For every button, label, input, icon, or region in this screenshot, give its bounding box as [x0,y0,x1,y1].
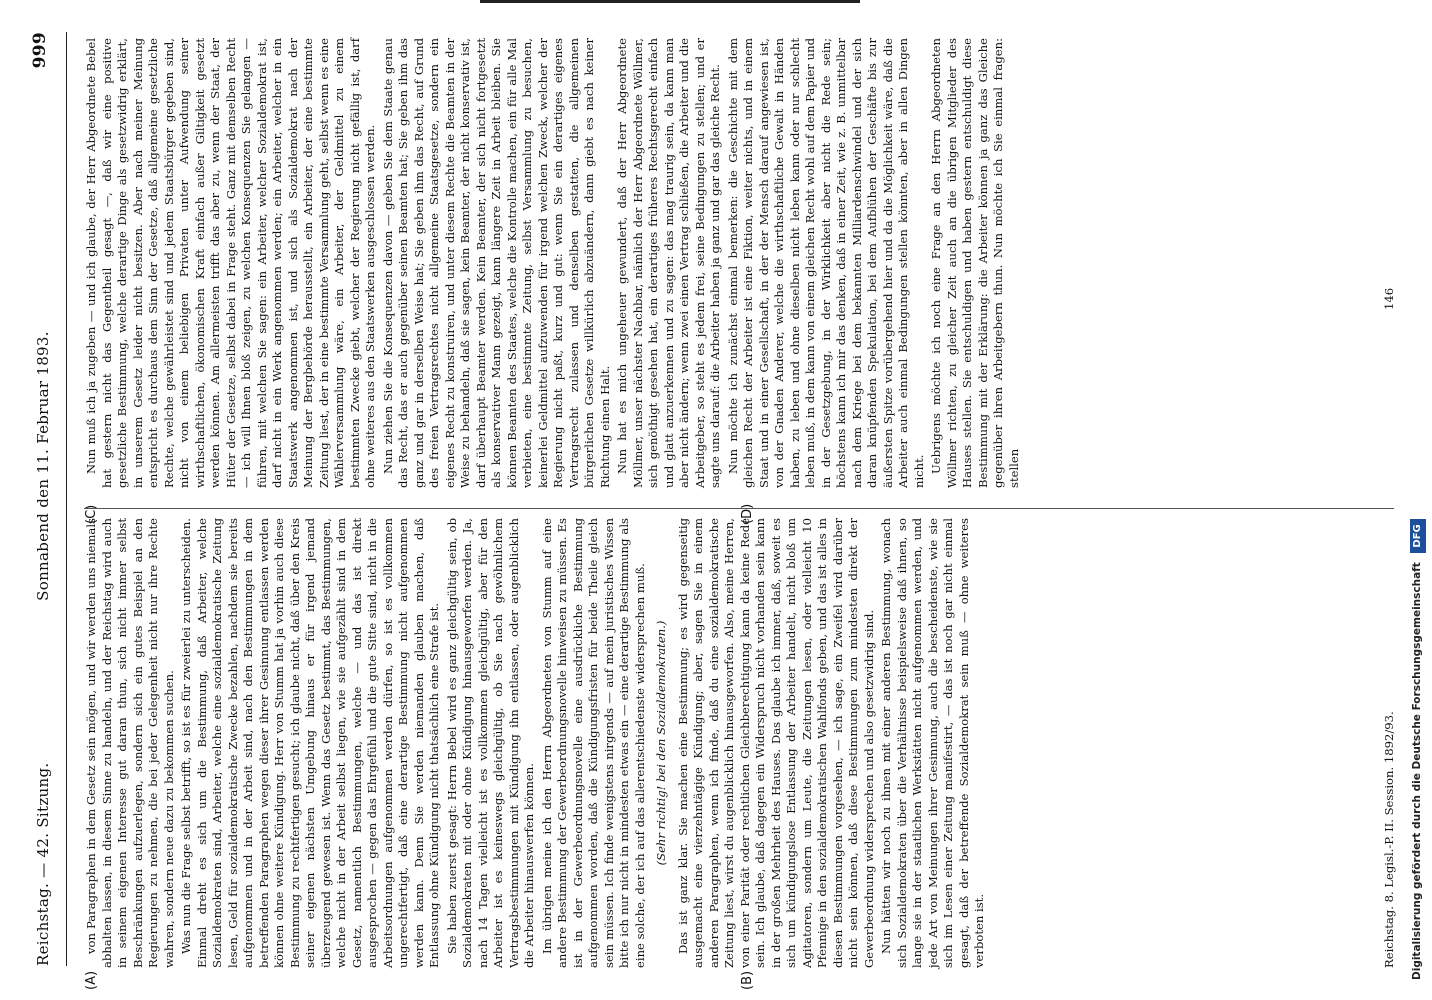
paragraph: Im übrigen meine ich den Herrn Abgeordneten von Stumm auf eine andere Bestimmung der Gewerbeordnungsnovelle hinweisen zu müssen. Es ist in der Gewerbeordnungsnovelle eine ausdrückliche Bestimmung aufgenommen worden, daß die Kündigungsfristen für beide Theile gleich sein müssen. Ich finde wenigstens nirgends — auf mein juristisches Wissen bitte ich nur nicht in mindesten etwas ein — eine derartige Bestimmung als eine solche, der ich auf das allerentschiedenste widersprechen muß. [539,518,647,968]
header-date: Sonnabend den 11. Februar 1893. [34,331,52,601]
paragraph: Uebrigens möchte ich noch eine Frage an den Herrn Abgeordneten Wöllmer richten, zu gleicher Zeit auch an die übrigen Mitglieder des Hauses stellen. Sie entschuldigen und haben gestern entschuldigt diese Bestimmung mit der Erklärung: die Arbeiter können ja ganz das Gleiche gegenüber ihren Arbeitgebern thun. Nun möchte ich Sie einmal fragen: stellen [929,38,1021,488]
dfg-note-text-wrap [1404,30,1430,980]
column-divider [84,508,1394,509]
header-session: Reichstag. — 42. Sitzung. [34,762,52,966]
print-signature: Reichstag. 8. Legisl.-P. II. Session. 1892/93. [1382,711,1396,968]
left-column [84,518,990,968]
page-header [8,32,78,966]
margin-marker-c: (C) [84,504,99,524]
dfg-side-note [1404,30,1430,980]
right-column [84,38,1024,488]
header-rule [66,32,67,966]
dfg-note-text: Digitalisierung gefördert durch die Deutsche Forschungsgemeinschaft [1411,562,1423,980]
paragraph: Nun ziehen Sie die Konsequenzen davon — geben Sie dem Staate genau das Recht, das er auch gegenüber seinen Beamten hat; Sie geben ihm das ganz und gar in derselben Weise hat; Sie geben ihm das Recht, auf Grund des freien Vertragsrechtes nicht allgemeine Staatsgesetze, sondern ein eigenes Recht zu konstruiren, und unter diesem Rechte die Beamten in der Weise zu behandeln, daß sie sagen, kein Beamter, der nicht konservativ ist, darf überhaupt Beamter werden. Kein Beamter, der sich nicht fortgesetzt als konservativer Mann gezeigt, kann längere Zeit in Arbeit bleiben. Sie können Beamten des Staates, welche die Kontrolle machen, ein für alle Mal verbieten, eine bestimmte Zeitung, selbst Versammlung zu besuchen, keinerlei Geldmittel aufzuwenden für irgend welchen Zweck, welcher der Regierung nicht paßt, kurz und gut: wenn Sie ein derartiges eigenes Vertragsrecht zulassen und denselben gestatten, die allgemeinen bürgerlichen Gesetze willkürlich abzuändern, dann giebt es nach keiner Richtung einen Halt. [380,38,612,488]
paragraph: Nun hat es mich ungeheuer gewundert, daß der Herr Abgeordnete Möllmer, unser nächster Nachbar, nämlich der Herr Abgeordnete Wöllmer, sich genöthigt gesehen hat, ein derartiges früheres Rechtsgerecht einfach und glatt anzuerkennen und zu sagen: das mag traurig sein, da kann man aber nicht ändern; wenn zwei einen Vertrag schließen, die Arbeiter und die Arbeitgeber, so steht es jedem frei, seine Bedingungen zu stellen; und er sagte uns darauf: die Arbeiter haben ja ganz und gar das gleiche Recht. [615,38,722,488]
margin-marker-b: (B) [740,970,755,990]
margin-marker-a: (A) [84,970,99,990]
paragraph: Was nun die Frage selbst betrifft, so ist es für zweierlei zu unterscheiden. Einmal dreht es sich um die Bestimmung, daß Arbeiter, welche Sozialdemokraten sind, Arbeiter, welche eine sozialdemokratische Zeitung lesen, Geld für sozialdemokratische Zwecke bezahlen, nachdem sie bereits aufgenommen und in der Arbeit sind, nach den Bestimmungen in dem betreffenden Paragraphen wegen dieser ihrer Gesinnung entlassen werden können ohne weitere Kündigung. Herr von Stumm hat ja vorhin auch diese Bestimmung zu rechtfertigen gesucht; ich glaube nicht, daß über den Kreis seiner eigenen nächsten Umgebung hinaus er für irgend jemand überzeugend gewesen ist. Wenn das Gesetz bestimmt, das Bestimmungen, welche nicht in der Arbeit selbst liegen, wie sie aufgezählt sind in dem Gesetz, namentlich Bestimmungen, welche — und das ist direkt ausgesprochen — gegen das Ehrgefühl und die gute Sitte sind, nicht in die Arbeitsordnungen aufgenommen werden dürfen, so ist es vollkommen ungerechtfertigt, daß eine derartige Bestimmung nicht aufgenommen werden kann. Denn Sie werden niemanden glauben machen, daß Entlassung ohne Kündigung nicht thatsächlich eine Strafe ist. [179,518,441,968]
interjection: (Sehr richtig! bei den Sozialdemokraten.) [654,620,668,866]
paragraph: von Paragraphen in dem Gesetz sein mögen, und wir werden uns niemals abhalten lassen, in diesem Sinne zu handeln, und der Reichstag wird auch in seinem eigenen Interesse gut daran thun, sich nicht immer selbst Beschränkungen aufzuerlegen, sondern sich ein gutes Beispiel an den Regierungen zu nehmen, die bei jeder Gelegenheit nicht nur ihre Rechte wahren, sondern neue dazu zu bekommen suchen. [84,518,176,968]
dfg-logo: DFG [1410,519,1426,552]
paragraph: Sie haben zuerst gesagt: Herrn Bebel wird es ganz gleichgültig sein, ob Sozialdemokraten mit oder ohne Kündigung hinausgeworfen werden. Ja, nach 14 Tagen vielleicht ist es vollkommen gleichgültig, aber für den Arbeiter ist es keineswegs gleichgültig, ob Sie nach gewöhnlichem Vertragsbestimmungen mit Kündigung ihn entlassen, oder augenblicklich die Arbeiter hinauswerfen können. [444,518,536,968]
sheet-number: 146 [1382,287,1396,310]
page-number: 999 [30,32,50,69]
paragraph: Das ist ganz klar. Sie machen eine Bestimmung; es wird gegenseitig ausgemacht eine vierzehntägige Kündigung; aber, sagen Sie in einem anderen Paragraphen, wenn ich finde, daß du eine sozialdemokratische Zeitung liest, wirst du augenblicklich hinausgeworfen. Also, meine Herren, von einer Parität oder rechtlichen Gleichberechtigung kann da keine Rede sein. Ich glaube, daß dagegen ein Widerspruch nicht vorhanden sein kann in der großen Mehrheit des Hauses. Das glaube ich immer, daß, soweit es sich um kündigungslose Entlassung der Arbeiter handelt, nicht bloß um Agitatoren, sondern um Leute, die Zeitungen lesen, oder vielleicht 10 Pfennige in den sozialdemokratischen Wahlfonds geben, und das ist alles in diesen Bestimmungen vorgesehen, — ich sage, ein Zweifel wird darüber nicht sein können, daß diese Bestimmungen zum mindesten direkt der Gewerbeordnung widersprechen und also gesetzwidrig sind. [675,518,876,968]
paragraph: Nun muß ich ja zugeben — und ich glaube, der Herr Abgeordnete Bebel hat gestern nicht das Gegentheil gesagt —, daß wir eine positive gesetzliche Bestimmung, welche derartige Dinge als gesetzwidrig erklärt, in unserem Gesetz leider nicht besitzen. Aber nach meiner Meinung entspricht es durchaus dem Sinn der Gesetze, daß allgemeine gesetzliche Rechte, welche gewährleistet sind und jedem Staatsbürger gegeben sind, nicht von einem beliebigen Privaten unter Aufwendung seiner wirthschaftlichen, ökonomischen Kraft einfach außer Giltigkeit gesetzt werden können. Am allermeisten trifft das aber zu, wenn der Staat, der Hüter der Gesetze, selbst dabei in Frage steht. Ganz mit demselben Recht — ich will Ihnen bloß zeigen, zu welchen Konsequenzen Sie gelangen — führen, mit welchen Sie sagen: ein Arbeiter, welcher Sozialdemokrat ist, darf nicht in ein Werk angenommen werden; ein Arbeiter, welcher in ein Staatswerk angenommen ist, und sich als Sozialdemokrat nach der Meinung der Bergbehörde herausstellt, ein Arbeiter, der eine bestimmte Zeitung liest, der in eine bestimmte Versammlung geht, selbst wenn es eine Wählerversammlung wäre, ein Arbeiter, der Geldmittel zu einem bestimmten Zwecke giebt, welcher der Regierung nicht gefällig ist, darf ohne weiteres aus den Staatswerken ausgeschlossen werden. [84,38,377,488]
margin-marker-d: (D) [740,503,755,524]
paragraph: Nun hätten wir noch zu ihnen mit einer anderen Bestimmung, wonach sich Sozialdemokraten über die Verhältnisse beispielsweise daß ihnen, so lange sie in der staatlichen Werkstätten nicht aufgenommen werden, und jede Art von Meinungen ihrer Gesinnung, auch die bescheidenste, wie sie sich im Lesen einer Zeitung manifestirt, — das ist noch gar nicht einmal gesagt, daß der betreffende Sozialdemokrat sein muß — ohne weiteres verboten ist. [879,518,986,968]
paragraph: Nun möchte ich zunächst einmal bemerken: die Geschichte mit dem gleichen Recht der Arbeiter ist eine Fiktion, weiter nichts, und in einem Staat und in einer Gesellschaft, in der der Mensch darauf angewiesen ist, von der Gnaden Anderer, welche die wirthschaftliche Gewalt in Händen haben, zu leben und ohne dieselben nicht leben kann oder nur schlecht leben muß, in dem kann von einem gleichen Recht wohl auf dem Papier und in der Gesetzgebung, in der Wirklichkeit aber nicht die Rede sein; höchstens kann ich mir das denken, daß in einer Zeit, wie z. B. unmittelbar nach dem Kriege bei dem bekannten Milliardenschwindel und der sich daran knüpfenden Spekulation, bei dem Aufblühen der Geschäfte bis zur äußersten Spitze vorübergehend hier und da die Möglichkeit wäre, daß die Arbeiter auch einmal Bedingungen stellen könnten, aber in allen Dingen nicht. [725,38,926,488]
